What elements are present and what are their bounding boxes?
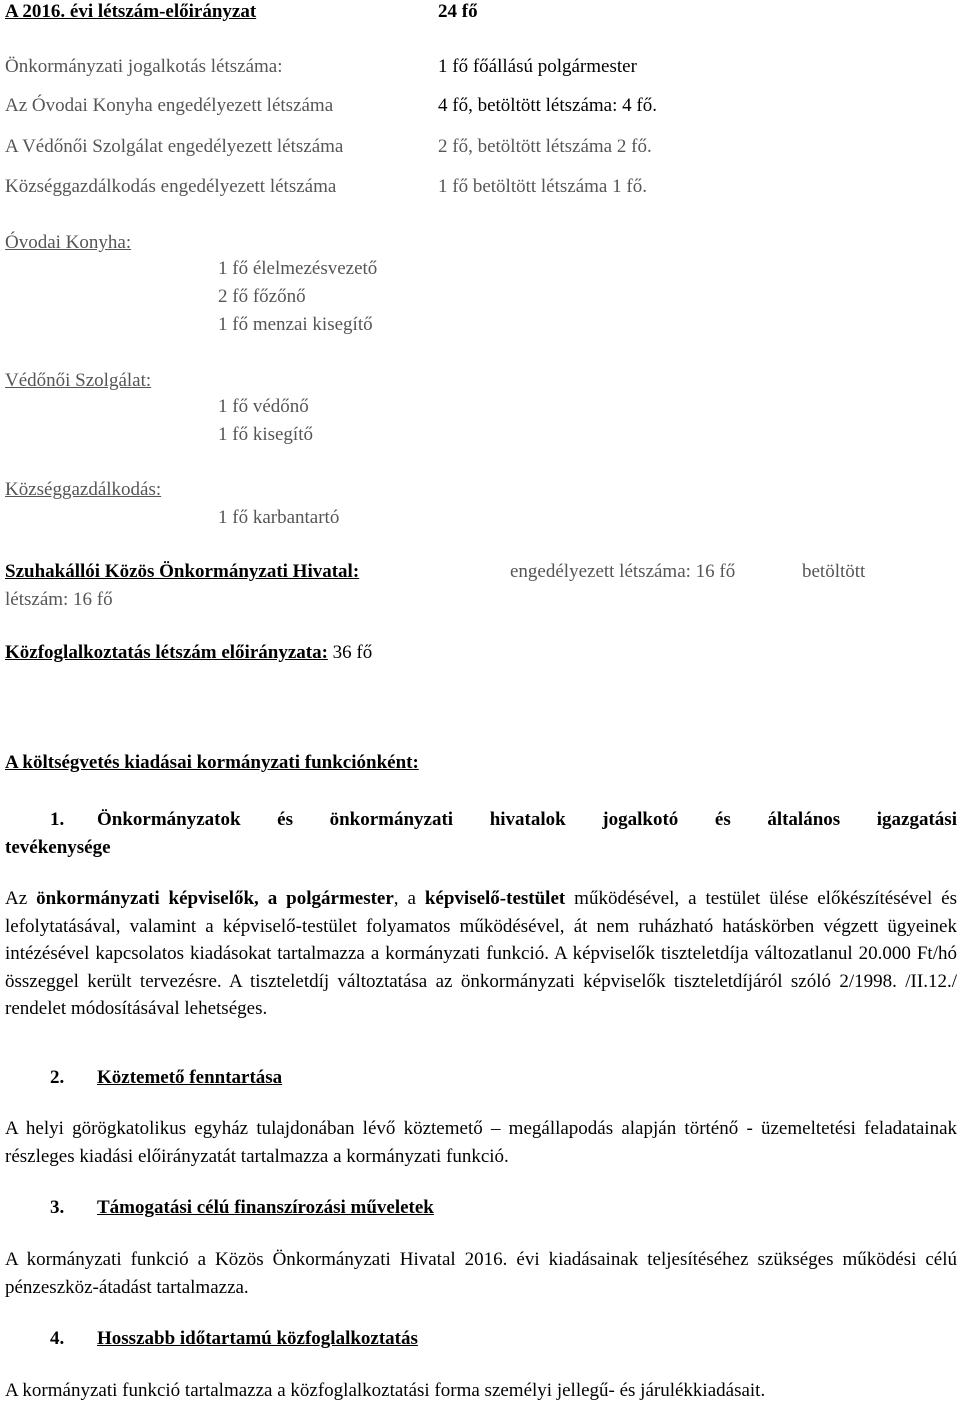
- public-work-value: 36 fő: [332, 642, 373, 663]
- staff-row-label: A Védőnői Szolgálat engedélyezett létszáma: [5, 136, 344, 157]
- paragraph-bold-text: képviselő-testület: [424, 888, 566, 909]
- section-paragraph: A kormányzati funkció a Közös Önkormányzati Hivatal 2016. évi kiadásainak teljesítéséhez szükséges működési célú pénzeszköz-átadást tartalmazza.: [5, 1249, 957, 1298]
- office-approved: engedélyezett létszáma: 16 fő: [510, 561, 736, 582]
- unit-item: 1 fő menzai kisegítő: [218, 314, 373, 335]
- unit-item: 1 fő karbantartó: [218, 507, 340, 528]
- unit-heading: Óvodai Konyha:: [5, 232, 132, 253]
- office-filled-value: létszám: 16 fő: [5, 589, 113, 610]
- office-heading: Szuhakállói Közös Önkormányzati Hivatal:: [5, 561, 360, 582]
- unit-item: 1 fő élelmezésvezető: [218, 258, 378, 279]
- headcount-title-text: A 2016. évi létszám-előirányzat: [5, 1, 257, 22]
- office-filled-label: betöltött: [802, 561, 866, 582]
- staff-row-label: Községgazdálkodás engedélyezett létszáma: [5, 176, 337, 197]
- paragraph-text: Az: [5, 888, 37, 909]
- functions-heading: A költségvetés kiadásai kormányzati funkciónként:: [5, 752, 419, 773]
- paragraph-text: , a: [393, 888, 425, 909]
- section-number: 3.: [50, 1197, 65, 1218]
- headcount-title: [5, 0, 485, 26]
- section-title: Hosszabb időtartamú közfoglalkoztatás: [97, 1328, 418, 1349]
- paragraph-bold-text: önkormányzati képviselők, a polgármester: [36, 888, 394, 909]
- section-number: 1.: [50, 809, 65, 830]
- public-work-heading: Közfoglalkoztatás létszám előirányzata:: [5, 642, 328, 663]
- staff-row-value: 1 fő betöltött létszáma 1 fő.: [438, 176, 647, 197]
- section-title: Köztemető fenntartása: [97, 1067, 283, 1088]
- section-paragraph: A helyi görögkatolikus egyház tulajdonában lévő köztemető – megállapodás alapján történő - üzemeltetési feladatainak részleges kiadási előirányzatát tartalmazza a kormányzati funkció.: [5, 1118, 957, 1167]
- section-paragraph: A kormányzati funkció tartalmazza a közfoglalkoztatási forma személyi jellegű- és járulékkiadásait.: [5, 1380, 766, 1401]
- unit-item: 1 fő kisegítő: [218, 424, 313, 445]
- staff-row-value: 1 fő főállású polgármester: [438, 56, 637, 77]
- headcount-total: 24 fő: [438, 1, 478, 22]
- unit-item: 1 fő védőnő: [218, 396, 309, 417]
- staff-row-label: Önkormányzati jogalkotás létszáma:: [5, 56, 283, 77]
- paragraph-text: működésével, a testület ülése előkészítésével és lefolytatásával, valamint a képviselő-testület folyamatos működésével, át nem ruházható hatáskörben végzett ügyeinek intézésével kapcsolatos kiadásokat tartalmazza a kormányzati funkció. A képviselők tiszteletdíja változatlanul 20.000 Ft/hó összeggel került tervezésre. A tiszteletdíj változtatása az önkormányzati képviselők tiszteletdíjáról szóló 2/1998. /II.12./ rendelet módosításával lehetséges.: [5, 888, 958, 1019]
- section-number: 4.: [50, 1328, 65, 1349]
- section-number: 2.: [50, 1067, 65, 1088]
- staff-row-label: Az Óvodai Konyha engedélyezett létszáma: [5, 95, 334, 116]
- staff-row-value: 2 fő, betöltött létszáma 2 fő.: [438, 136, 652, 157]
- section-title-continued: tevékenysége: [5, 837, 111, 858]
- unit-item: 2 fő főzőnő: [218, 286, 306, 307]
- staff-row-value: 4 fő, betöltött létszáma: 4 fő.: [438, 95, 657, 116]
- public-work-line: [5, 639, 372, 667]
- section-paragraph: [5, 885, 957, 1023]
- unit-heading: Védőnői Szolgálat:: [5, 370, 152, 391]
- section-title: Támogatási célú finanszírozási műveletek: [97, 1197, 434, 1218]
- section-title: Önkormányzatok és önkormányzati hivatalok jogalkotó és általános igazgatási: [97, 809, 957, 830]
- unit-heading: Községgazdálkodás:: [5, 479, 162, 500]
